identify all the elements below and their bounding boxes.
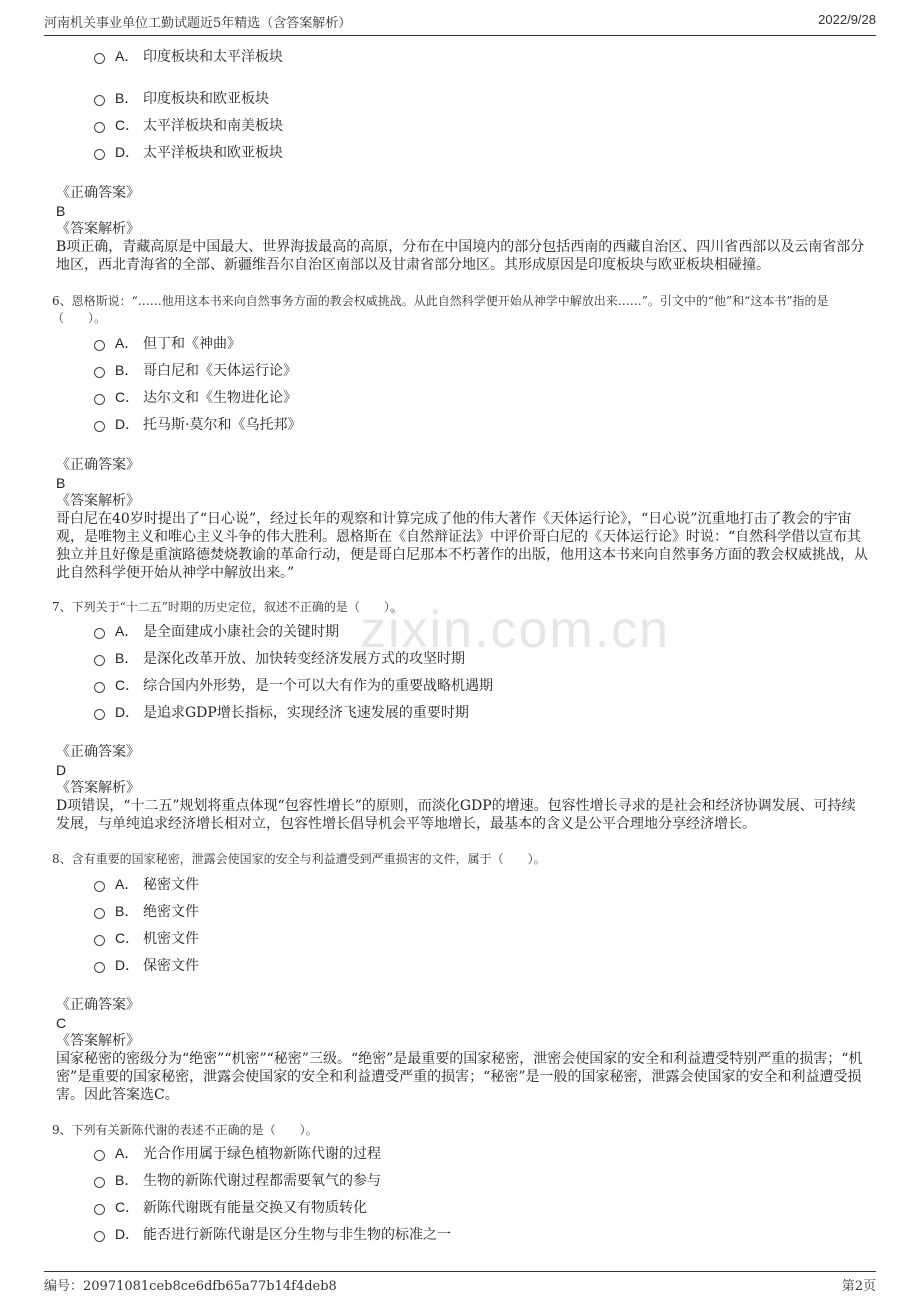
question-9: 9、下列有关新陈代谢的表述不正确的是（ ）。 — [52, 1123, 318, 1137]
radio-icon[interactable] — [94, 421, 105, 432]
radio-icon[interactable] — [94, 655, 105, 666]
radio-icon[interactable] — [94, 122, 105, 133]
question-6: 6、恩格斯说：“……他用这本书来向自然事务方面的教会权威挑战。从此自然科学便开始从神学中解放出来……”。引文中的“他”和“这本书”指的是（ ）。 — [52, 294, 829, 325]
option-q8-b[interactable]: B． 绝密文件 — [94, 901, 199, 921]
question-8: 8、含有重要的国家秘密，泄露会使国家的安全与利益遭受到严重损害的文件，属于（ ）。 — [52, 852, 546, 866]
radio-icon[interactable] — [94, 367, 105, 378]
radio-icon[interactable] — [94, 935, 105, 946]
radio-icon[interactable] — [94, 53, 105, 64]
document-date: 2022/9/28 — [818, 12, 876, 27]
document-code: 编号：20971081ceb8ce6dfb65a77b14f4deb8 — [44, 1279, 337, 1294]
option-q7-c[interactable]: C． 综合国内外形势，是一个可以大有作为的重要战略机遇期 — [94, 675, 493, 695]
option-q9-a[interactable]: A． 光合作用属于绿色植物新陈代谢的过程 — [94, 1143, 381, 1163]
answer-section-q7 — [56, 743, 868, 833]
radio-icon[interactable] — [94, 1231, 105, 1242]
radio-icon[interactable] — [94, 709, 105, 720]
radio-icon[interactable] — [94, 1150, 105, 1161]
option-q5-a[interactable]: A． 印度板块和太平洋板块 — [94, 46, 283, 66]
watermark: zixin.com.cn — [360, 601, 671, 659]
option-q8-c[interactable]: C． 机密文件 — [94, 928, 199, 948]
answer-value: D — [56, 762, 67, 778]
option-q5-d[interactable]: D． 太平洋板块和欧亚板块 — [94, 142, 283, 162]
answer-label: 《正确答案》 — [56, 457, 140, 473]
radio-icon[interactable] — [94, 1204, 105, 1215]
option-q7-a[interactable]: A． 是全面建成小康社会的关键时期 — [94, 621, 339, 641]
answer-section-q6 — [56, 456, 868, 582]
radio-icon[interactable] — [94, 149, 105, 160]
document-title: 河南机关事业单位工勤试题近5年精选（含答案解析） — [44, 16, 352, 31]
option-q6-d[interactable]: D． 托马斯·莫尔和《乌托邦》 — [94, 414, 301, 434]
radio-icon[interactable] — [94, 394, 105, 405]
answer-section-q5 — [56, 184, 868, 274]
option-q6-b[interactable]: B． 哥白尼和《天体运行论》 — [94, 360, 297, 380]
analysis-text: 哥白尼在40岁时提出了“日心说”，经过长年的观察和计算完成了他的伟大著作《天体运行论》，“日心说”沉重地打击了教会的宇宙观，是唯物主义和唯心主义斗争的伟大胜利。恩格斯在《自然辩证法》中评价哥白尼的《天体运行论》时说：“自然科学借以宣布其独立并且好像是重演路德焚烧教谕的革命行动，便是哥白尼那本不朽著作的出版，他用这本书来向自然事务方面的教会权威挑战，从此自然科学便开始从神学中解放出来。” — [56, 511, 868, 581]
radio-icon[interactable] — [94, 881, 105, 892]
radio-icon[interactable] — [94, 962, 105, 973]
option-q7-b[interactable]: B． 是深化改革开放、加快转变经济发展方式的攻坚时期 — [94, 648, 465, 668]
radio-icon[interactable] — [94, 340, 105, 351]
radio-icon[interactable] — [94, 1177, 105, 1188]
answer-section-q8 — [56, 996, 868, 1104]
question-7: 7、下列关于“十二五”时期的历史定位，叙述不正确的是（ ）。 — [52, 600, 402, 614]
answer-label: 《正确答案》 — [56, 997, 140, 1013]
option-q6-a[interactable]: A． 但丁和《神曲》 — [94, 333, 241, 353]
option-q9-d[interactable]: D． 能否进行新陈代谢是区分生物与非生物的标准之一 — [94, 1224, 451, 1244]
page-footer — [44, 1271, 876, 1294]
option-q5-c[interactable]: C． 太平洋板块和南美板块 — [94, 115, 283, 135]
option-q5-b[interactable]: B． 印度板块和欧亚板块 — [94, 88, 269, 108]
analysis-label: 《答案解析》 — [56, 780, 140, 796]
answer-value: B — [56, 203, 66, 219]
analysis-label: 《答案解析》 — [56, 493, 140, 509]
radio-icon[interactable] — [94, 682, 105, 693]
page-number: 第2页 — [841, 1279, 876, 1294]
option-q7-d[interactable]: D． 是追求GDP增长指标，实现经济飞速发展的重要时期 — [94, 702, 469, 722]
analysis-text: D项错误，“十二五”规划将重点体现“包容性增长”的原则，而淡化GDP的增速。包容性增长寻求的是社会和经济协调发展、可持续发展，与单纯追求经济增长相对立，包容性增长倡导机会平等地增长，最基本的含义是公平合理地分享经济增长。 — [56, 798, 856, 832]
answer-label: 《正确答案》 — [56, 185, 140, 201]
option-q6-c[interactable]: C． 达尔文和《生物进化论》 — [94, 387, 297, 407]
answer-value: C — [56, 1015, 67, 1031]
radio-icon[interactable] — [94, 95, 105, 106]
answer-label: 《正确答案》 — [56, 744, 140, 760]
answer-value: B — [56, 475, 66, 491]
analysis-label: 《答案解析》 — [56, 221, 140, 237]
analysis-label: 《答案解析》 — [56, 1033, 140, 1049]
analysis-text: B项正确，青藏高原是中国最大、世界海拔最高的高原，分布在中国境内的部分包括西南的西藏自治区、四川省西部以及云南省部分地区，西北青海省的全部、新疆维吾尔自治区南部以及甘肃省部分地区。其形成原因是印度板块与欧亚板块相碰撞。 — [56, 239, 865, 273]
option-q9-c[interactable]: C． 新陈代谢既有能量交换又有物质转化 — [94, 1197, 367, 1217]
page-header — [44, 12, 876, 36]
option-q8-d[interactable]: D． 保密文件 — [94, 955, 199, 975]
option-q8-a[interactable]: A． 秘密文件 — [94, 874, 199, 894]
radio-icon[interactable] — [94, 628, 105, 639]
analysis-text: 国家秘密的密级分为“绝密”“机密”“秘密”三级。“绝密”是最重要的国家秘密，泄密会使国家的安全和利益遭受特别严重的损害；“机密”是重要的国家秘密，泄露会使国家的安全和利益遭受严重的损害；“秘密”是一般的国家秘密，泄露会使国家的安全和利益遭受损害。因此答案选C。 — [56, 1051, 863, 1103]
option-q9-b[interactable]: B． 生物的新陈代谢过程都需要氧气的参与 — [94, 1170, 381, 1190]
radio-icon[interactable] — [94, 908, 105, 919]
